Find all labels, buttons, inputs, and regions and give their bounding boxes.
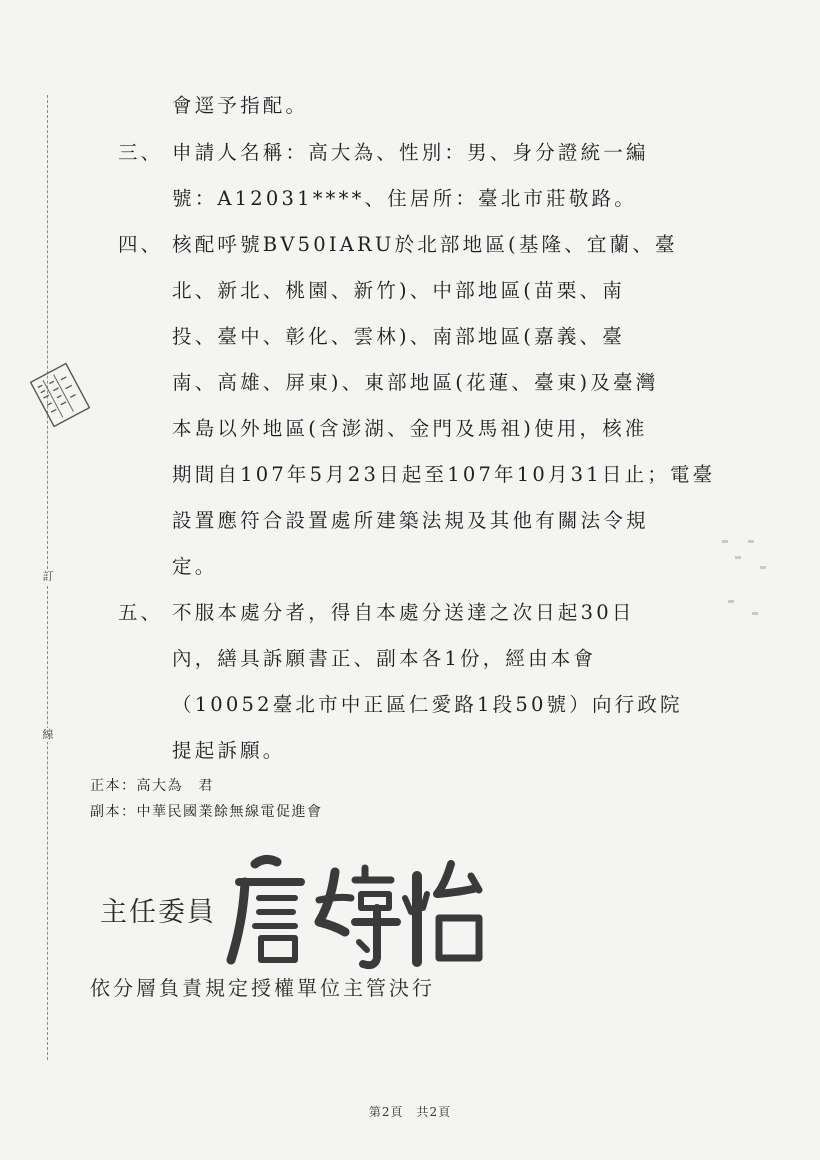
item4-line6: 期間自107年5月23日起至107年10月31日止；電臺 [172, 463, 716, 486]
binding-char-ding: 訂 [40, 570, 56, 584]
handwritten-signature [225, 842, 495, 977]
item4-line5: 本島以外地區(含澎湖、金門及馬祖)使用，核准 [172, 417, 648, 440]
item5-line4: 提起訴願。 [172, 739, 286, 762]
original-recipient: 正本：高大為 君 [90, 778, 214, 794]
scan-artifact [752, 612, 758, 615]
item4-line3: 投、臺中、彰化、雲林)、南部地區(嘉義、臺 [172, 325, 625, 348]
item3-line1: 申請人名稱：高大為、性別：男、身分證統一編 [172, 141, 649, 164]
item4-line7: 設置應符合設置處所建築法規及其他有關法令規 [172, 509, 649, 532]
delegation-note: 依分層負責規定授權單位主管決行 [90, 976, 435, 1000]
item5-number: 五、 [118, 601, 164, 624]
item5-line2: 內，繕具訴願書正、副本各1份，經由本會 [172, 647, 597, 670]
scan-artifact [728, 600, 734, 603]
scan-artifact [735, 556, 741, 559]
item4-line1: 核配呼號BV50IARU於北部地區(基隆、宜蘭、臺 [172, 233, 678, 256]
copy-recipient: 副本：中華民國業餘無線電促進會 [90, 804, 323, 820]
item4-number: 四、 [118, 233, 164, 256]
item4-line2: 北、新北、桃園、新竹)、中部地區(苗栗、南 [172, 279, 625, 302]
item2-tail-text: 會逕予指配。 [172, 94, 309, 117]
item3-line2: 號：A12031****、住居所：臺北市莊敬路。 [172, 187, 637, 210]
binding-char-xian: 線 [40, 728, 56, 742]
item3-number: 三、 [118, 141, 164, 164]
scan-artifact [760, 566, 766, 569]
signatory-title: 主任委員 [100, 897, 216, 928]
scan-artifact [722, 540, 728, 543]
page-number: 第2頁 共2頁 [368, 1105, 452, 1119]
item4-line4: 南、高雄、屏東)、東部地區(花蓮、臺東)及臺灣 [172, 371, 659, 394]
official-seal-stamp [30, 360, 90, 430]
item4-line8: 定。 [172, 555, 218, 578]
scan-artifact [748, 540, 754, 543]
item5-line3: （10052臺北市中正區仁愛路1段50號）向行政院 [172, 693, 683, 716]
item5-line1: 不服本處分者，得自本處分送達之次日起30日 [172, 601, 635, 624]
